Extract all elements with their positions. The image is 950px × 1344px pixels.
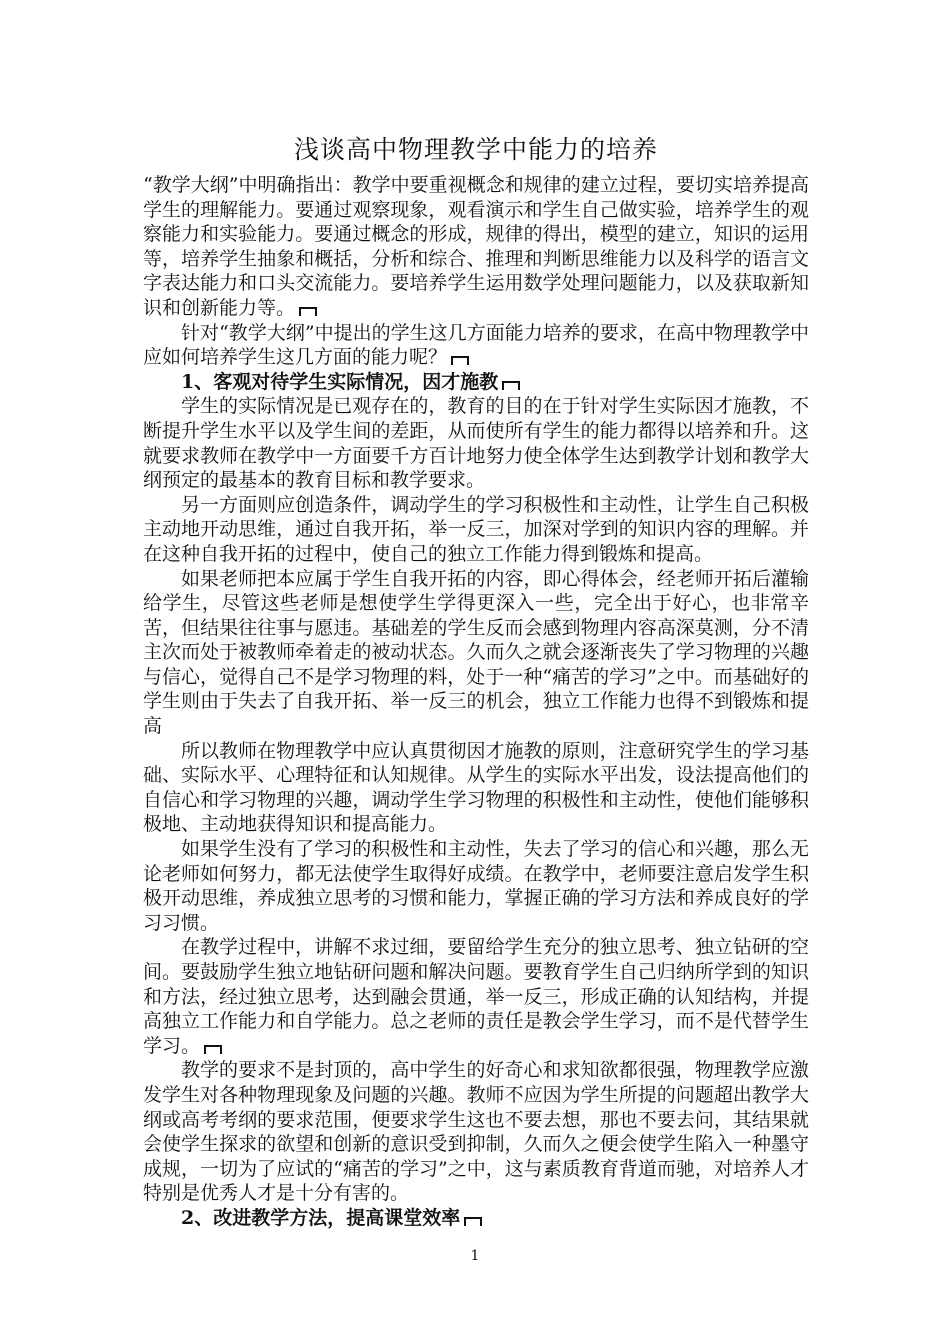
paragraph-text: 学生的实际情况是已观存在的，教育的目的在于针对学生实际因才施教，不断提升学生水平以及学生间的差距，从而使所有学生的能力都得以培养和升。这就要求教师在教学中一方面要千方百计地努力使全体学生达到教学计划和教学大纲预定的最基本的教育目标和教学要求。 — [143, 395, 809, 492]
document-body — [143, 173, 809, 1231]
body-paragraph — [143, 935, 809, 1058]
document-title: 浅谈高中物理教学中能力的培养 — [293, 135, 658, 164]
paragraph-text: 2、改进教学方法，提高课堂效率 — [181, 1206, 461, 1229]
section-heading — [143, 370, 809, 395]
paragraph-text: 如果老师把本应属于学生自我开拓的内容，即心得体会，经老师开拓后灌输给学生，尽管这些老师是想使学生学得更深入一些，完全出于好心，也非常辛苦，但结果往往事与愿违。基础差的学生反而会感到物理内容高深莫测，分不清主次而处于被教师牵着走的被动状态。久而久之就会逐渐丧失了学习物理的兴趣与信心，觉得自己不是学习物理的料，处于一种“痛苦的学习”之中。而基础好的学生则由于失去了自我开拓、举一反三的机会，独立工作能力也得不到锻炼和提高 — [143, 567, 809, 738]
paragraph-mark-icon — [299, 307, 317, 316]
paragraph-mark-icon — [502, 381, 520, 390]
body-paragraph — [143, 394, 809, 492]
paragraph-text: 针对“教学大纲”中提出的学生这几方面能力培养的要求，在高中物理教学中应如何培养学生这几方面的能力呢？ — [143, 321, 809, 369]
body-paragraph — [143, 493, 809, 567]
paragraph-text: “教学大纲”中明确指出：教学中要重视概念和规律的建立过程，要切实培养提高学生的理解能力。要通过观察现象，观看演示和学生自己做实验，培养学生的观察能力和实验能力。要通过概念的形成，规律的得出，模型的建立，知识的运用等，培养学生抽象和概括，分析和综合、推理和判断思维能力以及科学的语言文字表达能力和口头交流能力。要培养学生运用数学处理问题能力，以及获取新知识和创新能力等。 — [143, 174, 809, 319]
paragraph-text: 在教学过程中，讲解不求过细，要留给学生充分的独立思考、独立钻研的空间。要鼓励学生独立地钻研问题和解决问题。要教育学生自己归纳所学到的知识和方法，经过独立思考，达到融会贯通，举一反三，形成正确的认知结构，并提高独立工作能力和自学能力。总之老师的责任是教会学生学习，而不是代替学生学习。 — [143, 936, 809, 1057]
body-paragraph — [143, 739, 809, 837]
body-paragraph — [143, 567, 809, 739]
paragraph-mark-icon — [204, 1045, 222, 1054]
paragraph-text: 教学的要求不是封顶的，高中学生的好奇心和求知欲都很强，物理教学应激发学生对各种物理现象及问题的兴趣。教师不应因为学生所提的问题超出教学大纲或高考考纲的要求范围，便要求学生这也不要去想，那也不要去问，其结果就会使学生探求的欲望和创新的意识受到抑制，久而久之便会使学生陷入一种墨守成规，一切为了应试的“痛苦的学习”之中，这与素质教育背道而驰，对培养人才特别是优秀人才是十分有害的。 — [143, 1059, 809, 1205]
body-paragraph — [143, 173, 809, 321]
section-heading — [143, 1206, 809, 1231]
document-page — [143, 127, 809, 1231]
body-paragraph — [143, 1058, 809, 1206]
body-paragraph — [143, 321, 809, 370]
paragraph-text: 所以教师在物理教学中应认真贯彻因才施教的原则，注意研究学生的学习基础、实际水平、心理特征和认知规律。从学生的实际水平出发，设法提高他们的自信心和学习物理的兴趣，调动学生学习物理的积极性和主动性，使他们能够积极地、主动地获得知识和提高能力。 — [143, 739, 809, 836]
paragraph-text: 如果学生没有了学习的积极性和主动性，失去了学习的信心和兴趣，那么无论老师如何努力，都无法使学生取得好成绩。在教学中，老师要注意启发学生积极开动思维，养成独立思考的习惯和能力，掌握正确的学习方法和养成良好的学习习惯。 — [143, 838, 809, 934]
paragraph-mark-icon — [451, 356, 469, 365]
paragraph-text: 另一方面则应创造条件，调动学生的学习积极性和主动性，让学生自己积极主动地开动思维，通过自我开拓，举一反三，加深对学到的知识内容的理解。并在这种自我开拓的过程中，使自己的独立工作能力得到锻炼和提高。 — [143, 493, 809, 565]
paragraph-text: 1、客观对待学生实际情况，因才施教 — [181, 370, 499, 393]
body-paragraph — [143, 837, 809, 935]
page-number: 1 — [470, 1248, 480, 1264]
paragraph-mark-icon — [464, 1217, 482, 1226]
